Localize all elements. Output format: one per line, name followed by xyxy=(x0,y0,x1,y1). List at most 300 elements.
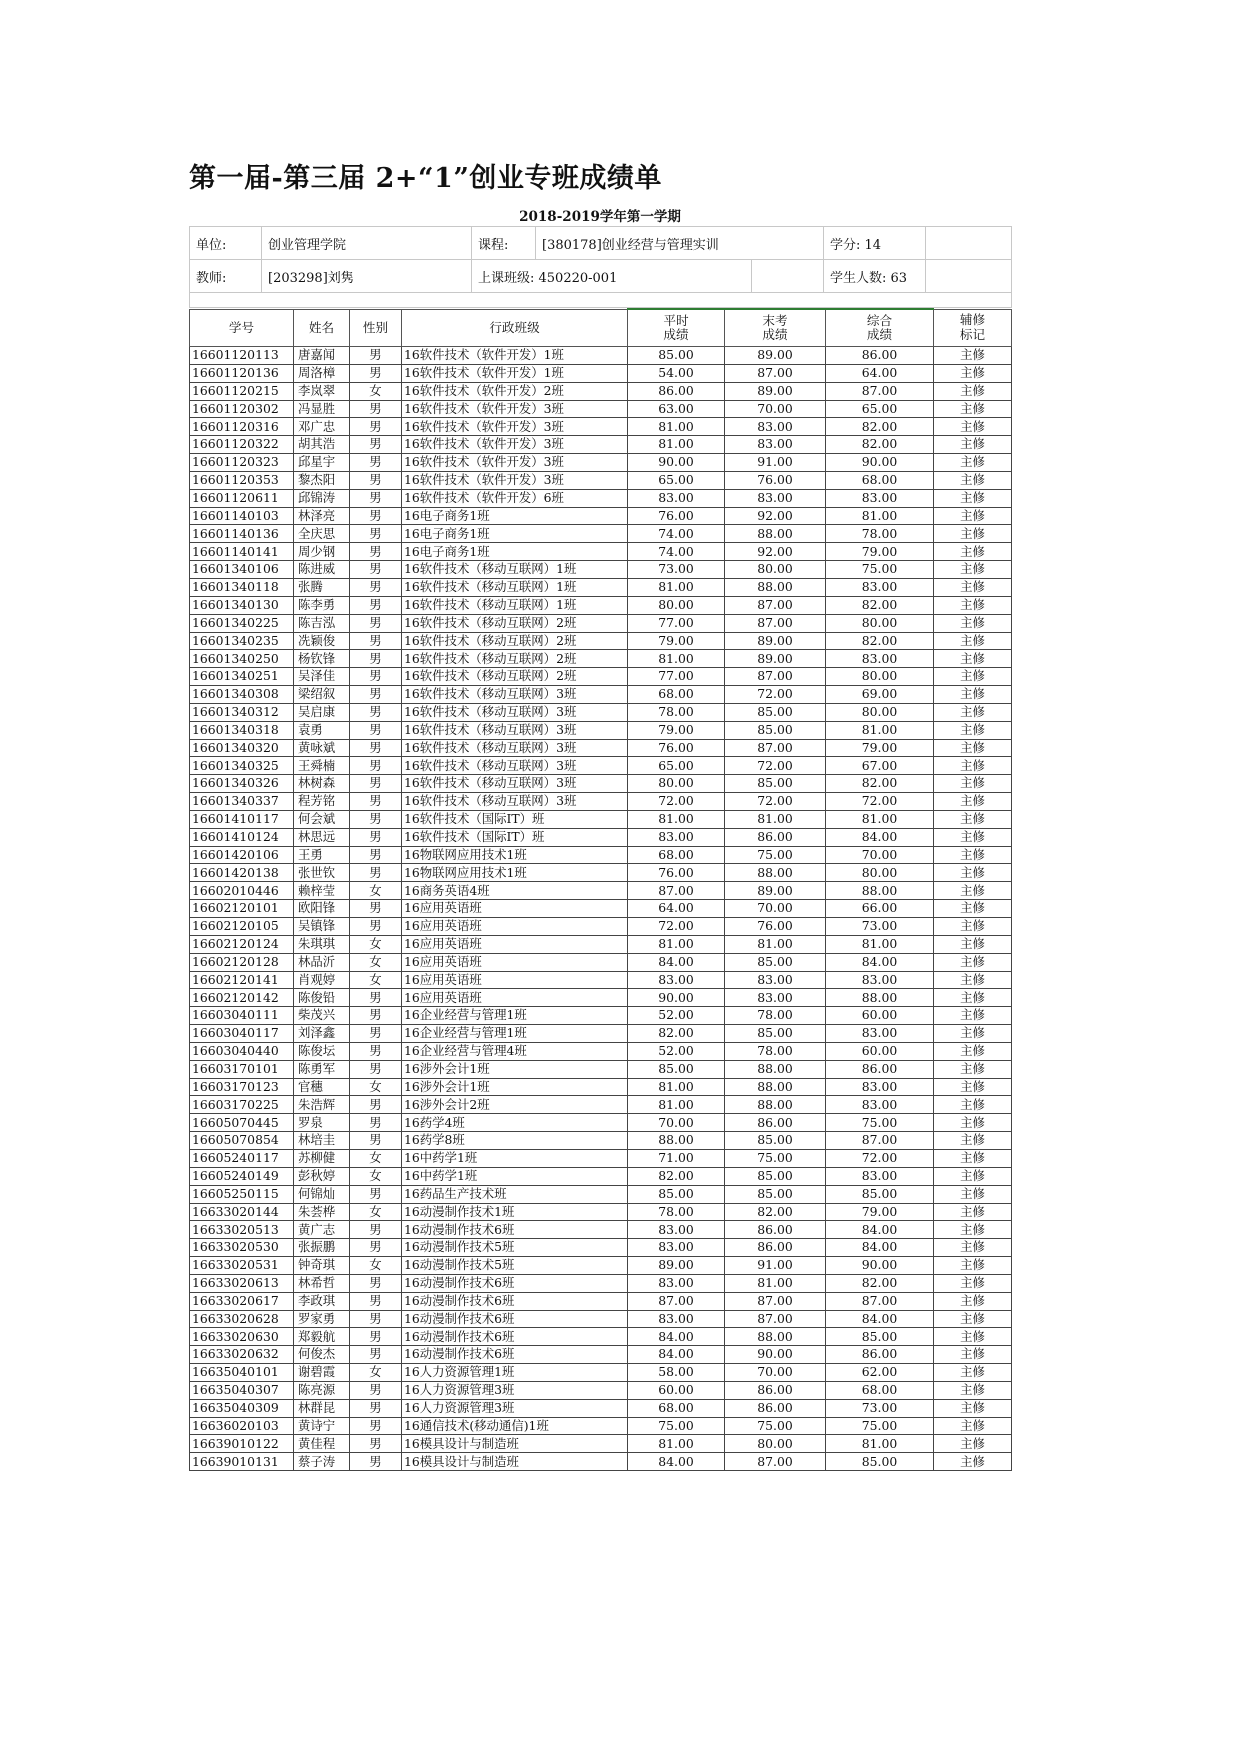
gender-cell: 男 xyxy=(350,543,402,561)
regular-score-cell: 76.00 xyxy=(628,739,725,757)
final-score-cell: 89.00 xyxy=(725,632,826,650)
minor-flag-cell: 主修 xyxy=(934,703,1012,721)
minor-flag-cell: 主修 xyxy=(934,1007,1012,1025)
total-score-cell: 90.00 xyxy=(826,1257,934,1275)
class-cell: 16中药学1班 xyxy=(402,1149,628,1167)
table-row xyxy=(190,828,1012,846)
student-id-cell: 16633020144 xyxy=(190,1203,294,1221)
class-cell: 16动漫制作技术1班 xyxy=(402,1203,628,1221)
regular-score-cell: 81.00 xyxy=(628,1096,725,1114)
student-id-cell: 16603170101 xyxy=(190,1060,294,1078)
regular-score-cell: 76.00 xyxy=(628,864,725,882)
student-name-cell: 谢碧霞 xyxy=(294,1364,350,1382)
table-row xyxy=(190,686,1012,704)
student-name-cell: 陈进威 xyxy=(294,561,350,579)
student-id-cell: 16603040117 xyxy=(190,1025,294,1043)
total-score-cell: 87.00 xyxy=(826,1132,934,1150)
regular-score-cell: 86.00 xyxy=(628,382,725,400)
total-score-cell: 84.00 xyxy=(826,1221,934,1239)
final-score-cell: 72.00 xyxy=(725,686,826,704)
total-score-cell: 82.00 xyxy=(826,632,934,650)
final-score-cell: 83.00 xyxy=(725,989,826,1007)
gender-cell: 女 xyxy=(350,882,402,900)
class-cell: 16应用英语班 xyxy=(402,971,628,989)
final-score-cell: 91.00 xyxy=(725,454,826,472)
class-cell: 16软件技术（移动互联网）3班 xyxy=(402,775,628,793)
class-cell: 16人力资源管理3班 xyxy=(402,1381,628,1399)
final-score-cell: 85.00 xyxy=(725,1167,826,1185)
class-info: 上课班级: 450220-001 xyxy=(472,260,752,293)
table-row xyxy=(190,775,1012,793)
student-id-cell: 16602120124 xyxy=(190,935,294,953)
student-name-cell: 钟奇琪 xyxy=(294,1257,350,1275)
total-score-cell: 81.00 xyxy=(826,507,934,525)
class-cell: 16软件技术（移动互联网）1班 xyxy=(402,561,628,579)
final-score-cell: 76.00 xyxy=(725,918,826,936)
final-score-cell: 87.00 xyxy=(725,1292,826,1310)
final-score-cell: 88.00 xyxy=(725,525,826,543)
final-score-cell: 72.00 xyxy=(725,757,826,775)
gender-cell: 男 xyxy=(350,525,402,543)
total-score-cell: 82.00 xyxy=(826,418,934,436)
class-cell: 16软件技术（软件开发）6班 xyxy=(402,489,628,507)
regular-score-cell: 80.00 xyxy=(628,596,725,614)
gender-cell: 男 xyxy=(350,1274,402,1292)
regular-score-cell: 80.00 xyxy=(628,775,725,793)
class-cell: 16药学8班 xyxy=(402,1132,628,1150)
table-row xyxy=(190,989,1012,1007)
class-cell: 16软件技术（移动互联网）3班 xyxy=(402,703,628,721)
gender-cell: 男 xyxy=(350,1060,402,1078)
minor-flag-cell: 主修 xyxy=(934,1185,1012,1203)
table-row xyxy=(190,1381,1012,1399)
student-name-cell: 张腾 xyxy=(294,578,350,596)
gender-cell: 男 xyxy=(350,1381,402,1399)
student-name-cell: 朱琪琪 xyxy=(294,935,350,953)
regular-score-cell: 79.00 xyxy=(628,632,725,650)
header-name: 姓名 xyxy=(294,309,350,347)
total-score-cell: 83.00 xyxy=(826,1167,934,1185)
gender-cell: 女 xyxy=(350,1203,402,1221)
student-name-cell: 冼颖俊 xyxy=(294,632,350,650)
final-score-cell: 85.00 xyxy=(725,1025,826,1043)
student-id-cell: 16633020617 xyxy=(190,1292,294,1310)
gender-cell: 女 xyxy=(350,971,402,989)
class-cell: 16企业经营与管理1班 xyxy=(402,1007,628,1025)
minor-flag-cell: 主修 xyxy=(934,810,1012,828)
table-row xyxy=(190,1257,1012,1275)
minor-flag-cell: 主修 xyxy=(934,578,1012,596)
table-row xyxy=(190,1203,1012,1221)
student-name-cell: 王勇 xyxy=(294,846,350,864)
minor-flag-cell: 主修 xyxy=(934,1257,1012,1275)
final-score-cell: 81.00 xyxy=(725,1274,826,1292)
class-cell: 16涉外会计2班 xyxy=(402,1096,628,1114)
minor-flag-cell: 主修 xyxy=(934,1096,1012,1114)
final-score-cell: 81.00 xyxy=(725,935,826,953)
student-name-cell: 林培圭 xyxy=(294,1132,350,1150)
final-score-cell: 81.00 xyxy=(725,810,826,828)
total-score-cell: 73.00 xyxy=(826,918,934,936)
class-cell: 16软件技术（软件开发）3班 xyxy=(402,418,628,436)
minor-flag-cell: 主修 xyxy=(934,1060,1012,1078)
final-score-cell: 83.00 xyxy=(725,971,826,989)
final-score-cell: 83.00 xyxy=(725,436,826,454)
regular-score-cell: 64.00 xyxy=(628,900,725,918)
final-score-cell: 88.00 xyxy=(725,1078,826,1096)
minor-flag-cell: 主修 xyxy=(934,1239,1012,1257)
final-score-cell: 87.00 xyxy=(725,1310,826,1328)
regular-score-cell: 74.00 xyxy=(628,525,725,543)
class-cell: 16软件技术（移动互联网）3班 xyxy=(402,721,628,739)
regular-score-cell: 75.00 xyxy=(628,1417,725,1435)
total-score-cell: 75.00 xyxy=(826,561,934,579)
total-score-cell: 62.00 xyxy=(826,1364,934,1382)
total-score-cell: 88.00 xyxy=(826,882,934,900)
gender-cell: 男 xyxy=(350,1292,402,1310)
total-score-cell: 83.00 xyxy=(826,1096,934,1114)
regular-score-cell: 82.00 xyxy=(628,1167,725,1185)
gender-cell: 男 xyxy=(350,507,402,525)
final-score-cell: 85.00 xyxy=(725,721,826,739)
minor-flag-cell: 主修 xyxy=(934,650,1012,668)
student-id-cell: 16601340325 xyxy=(190,757,294,775)
minor-flag-cell: 主修 xyxy=(934,668,1012,686)
student-name-cell: 冯显胜 xyxy=(294,400,350,418)
regular-score-cell: 83.00 xyxy=(628,489,725,507)
final-score-cell: 87.00 xyxy=(725,1453,826,1471)
minor-flag-cell: 主修 xyxy=(934,632,1012,650)
student-id-cell: 16602120142 xyxy=(190,989,294,1007)
class-cell: 16软件技术（移动互联网）2班 xyxy=(402,650,628,668)
grades-header-row xyxy=(190,309,1012,347)
minor-flag-cell: 主修 xyxy=(934,1364,1012,1382)
class-cell: 16动漫制作技术6班 xyxy=(402,1328,628,1346)
total-score-cell: 81.00 xyxy=(826,810,934,828)
student-id-cell: 16601420138 xyxy=(190,864,294,882)
total-score-cell: 88.00 xyxy=(826,989,934,1007)
class-cell: 16应用英语班 xyxy=(402,918,628,936)
student-name-cell: 陈李勇 xyxy=(294,596,350,614)
student-name-cell: 柴茂兴 xyxy=(294,1007,350,1025)
final-score-cell: 89.00 xyxy=(725,882,826,900)
regular-score-cell: 76.00 xyxy=(628,507,725,525)
student-name-cell: 吴启康 xyxy=(294,703,350,721)
student-name-cell: 黄诗宁 xyxy=(294,1417,350,1435)
regular-score-cell: 79.00 xyxy=(628,721,725,739)
student-name-cell: 陈亮源 xyxy=(294,1381,350,1399)
student-id-cell: 16601420106 xyxy=(190,846,294,864)
student-id-cell: 16633020632 xyxy=(190,1346,294,1364)
total-score-cell: 83.00 xyxy=(826,1025,934,1043)
teacher-value: [203298]刘隽 xyxy=(262,260,472,293)
gender-cell: 男 xyxy=(350,1239,402,1257)
class-cell: 16药学4班 xyxy=(402,1114,628,1132)
table-row xyxy=(190,1310,1012,1328)
gender-cell: 女 xyxy=(350,1149,402,1167)
total-score-cell: 60.00 xyxy=(826,1007,934,1025)
table-row xyxy=(190,489,1012,507)
total-score-cell: 81.00 xyxy=(826,1435,934,1453)
minor-flag-cell: 主修 xyxy=(934,471,1012,489)
gender-cell: 男 xyxy=(350,793,402,811)
total-score-cell: 72.00 xyxy=(826,1149,934,1167)
student-id-cell: 16633020613 xyxy=(190,1274,294,1292)
student-id-cell: 16601410117 xyxy=(190,810,294,828)
final-score-cell: 85.00 xyxy=(725,703,826,721)
total-score-cell: 83.00 xyxy=(826,650,934,668)
grades-table xyxy=(189,308,1012,1471)
minor-flag-cell: 主修 xyxy=(934,1274,1012,1292)
header-final-score: 末考 成绩 xyxy=(725,309,826,347)
gender-cell: 男 xyxy=(350,1042,402,1060)
total-score-cell: 84.00 xyxy=(826,1239,934,1257)
student-name-cell: 官穗 xyxy=(294,1078,350,1096)
total-score-cell: 70.00 xyxy=(826,846,934,864)
student-id-cell: 16602120105 xyxy=(190,918,294,936)
gender-cell: 男 xyxy=(350,561,402,579)
regular-score-cell: 81.00 xyxy=(628,1435,725,1453)
student-id-cell: 16601410124 xyxy=(190,828,294,846)
gender-cell: 女 xyxy=(350,935,402,953)
header-gender: 性别 xyxy=(350,309,402,347)
student-id-cell: 16601340326 xyxy=(190,775,294,793)
total-score-cell: 60.00 xyxy=(826,1042,934,1060)
table-row xyxy=(190,364,1012,382)
final-score-cell: 86.00 xyxy=(725,1114,826,1132)
final-score-cell: 87.00 xyxy=(725,739,826,757)
table-row xyxy=(190,1292,1012,1310)
course-value: [380178]创业经营与管理实训 xyxy=(536,227,824,260)
class-cell: 16药品生产技术班 xyxy=(402,1185,628,1203)
student-id-cell: 16601120113 xyxy=(190,347,294,365)
minor-flag-cell: 主修 xyxy=(934,596,1012,614)
total-score-cell: 66.00 xyxy=(826,900,934,918)
minor-flag-cell: 主修 xyxy=(934,1167,1012,1185)
minor-flag-cell: 主修 xyxy=(934,400,1012,418)
student-name-cell: 朱浩辉 xyxy=(294,1096,350,1114)
student-name-cell: 邱星宇 xyxy=(294,454,350,472)
minor-flag-cell: 主修 xyxy=(934,418,1012,436)
table-row xyxy=(190,668,1012,686)
final-score-cell: 78.00 xyxy=(725,1042,826,1060)
class-cell: 16应用英语班 xyxy=(402,935,628,953)
total-score-cell: 82.00 xyxy=(826,596,934,614)
total-score-cell: 84.00 xyxy=(826,1310,934,1328)
student-id-cell: 16601120353 xyxy=(190,471,294,489)
class-cell: 16动漫制作技术6班 xyxy=(402,1221,628,1239)
minor-flag-cell: 主修 xyxy=(934,525,1012,543)
total-score-cell: 82.00 xyxy=(826,1274,934,1292)
minor-flag-cell: 主修 xyxy=(934,1203,1012,1221)
class-cell: 16软件技术（国际IT）班 xyxy=(402,810,628,828)
class-cell: 16软件技术（国际IT）班 xyxy=(402,828,628,846)
table-row xyxy=(190,1328,1012,1346)
class-cell: 16商务英语4班 xyxy=(402,882,628,900)
regular-score-cell: 77.00 xyxy=(628,668,725,686)
gender-cell: 男 xyxy=(350,918,402,936)
class-cell: 16模具设计与制造班 xyxy=(402,1453,628,1471)
unit-value: 创业管理学院 xyxy=(262,227,472,260)
student-name-cell: 黄咏斌 xyxy=(294,739,350,757)
total-score-cell: 78.00 xyxy=(826,525,934,543)
table-row xyxy=(190,1042,1012,1060)
class-cell: 16应用英语班 xyxy=(402,953,628,971)
regular-score-cell: 52.00 xyxy=(628,1042,725,1060)
student-id-cell: 16601340225 xyxy=(190,614,294,632)
teacher-label: 教师: xyxy=(190,260,262,293)
gender-cell: 男 xyxy=(350,1346,402,1364)
student-name-cell: 林群昆 xyxy=(294,1399,350,1417)
student-id-cell: 16633020628 xyxy=(190,1310,294,1328)
minor-flag-cell: 主修 xyxy=(934,1310,1012,1328)
minor-flag-cell: 主修 xyxy=(934,1346,1012,1364)
table-row xyxy=(190,650,1012,668)
class-cell: 16企业经营与管理1班 xyxy=(402,1025,628,1043)
table-row xyxy=(190,1114,1012,1132)
student-name-cell: 黄佳程 xyxy=(294,1435,350,1453)
course-info-table xyxy=(189,226,1012,308)
regular-score-cell: 83.00 xyxy=(628,828,725,846)
final-score-cell: 76.00 xyxy=(725,471,826,489)
table-row xyxy=(190,1096,1012,1114)
minor-flag-cell: 主修 xyxy=(934,1399,1012,1417)
info-empty-cell xyxy=(926,227,1012,260)
student-name-cell: 罗泉 xyxy=(294,1114,350,1132)
class-cell: 16动漫制作技术6班 xyxy=(402,1292,628,1310)
total-score-cell: 85.00 xyxy=(826,1328,934,1346)
total-score-cell: 64.00 xyxy=(826,364,934,382)
minor-flag-cell: 主修 xyxy=(934,1042,1012,1060)
student-id-cell: 16601340118 xyxy=(190,578,294,596)
final-score-cell: 89.00 xyxy=(725,650,826,668)
table-row xyxy=(190,864,1012,882)
total-score-cell: 83.00 xyxy=(826,1078,934,1096)
student-name-cell: 彭秋婷 xyxy=(294,1167,350,1185)
class-cell: 16应用英语班 xyxy=(402,989,628,1007)
student-name-cell: 林希哲 xyxy=(294,1274,350,1292)
student-name-cell: 陈勇军 xyxy=(294,1060,350,1078)
class-cell: 16动漫制作技术5班 xyxy=(402,1239,628,1257)
table-row xyxy=(190,1435,1012,1453)
regular-score-cell: 85.00 xyxy=(628,347,725,365)
final-score-cell: 86.00 xyxy=(725,1239,826,1257)
regular-score-cell: 82.00 xyxy=(628,1025,725,1043)
regular-score-cell: 81.00 xyxy=(628,1078,725,1096)
student-id-cell: 16603170123 xyxy=(190,1078,294,1096)
student-id-cell: 16601120136 xyxy=(190,364,294,382)
gender-cell: 男 xyxy=(350,1096,402,1114)
minor-flag-cell: 主修 xyxy=(934,918,1012,936)
student-id-cell: 16635040307 xyxy=(190,1381,294,1399)
final-score-cell: 85.00 xyxy=(725,1185,826,1203)
gender-cell: 男 xyxy=(350,400,402,418)
gender-cell: 男 xyxy=(350,578,402,596)
student-name-cell: 黄广志 xyxy=(294,1221,350,1239)
table-row xyxy=(190,900,1012,918)
final-score-cell: 75.00 xyxy=(725,1417,826,1435)
total-score-cell: 85.00 xyxy=(826,1453,934,1471)
minor-flag-cell: 主修 xyxy=(934,1114,1012,1132)
gender-cell: 男 xyxy=(350,1399,402,1417)
minor-flag-cell: 主修 xyxy=(934,989,1012,1007)
student-id-cell: 16601340312 xyxy=(190,703,294,721)
gender-cell: 女 xyxy=(350,1078,402,1096)
class-cell: 16物联网应用技术1班 xyxy=(402,846,628,864)
minor-flag-cell: 主修 xyxy=(934,507,1012,525)
gender-cell: 男 xyxy=(350,703,402,721)
gender-cell: 男 xyxy=(350,810,402,828)
table-row xyxy=(190,882,1012,900)
student-name-cell: 吴镇锋 xyxy=(294,918,350,936)
info-empty-cell xyxy=(752,260,824,293)
total-score-cell: 84.00 xyxy=(826,828,934,846)
regular-score-cell: 84.00 xyxy=(628,1346,725,1364)
final-score-cell: 87.00 xyxy=(725,596,826,614)
class-cell: 16企业经营与管理4班 xyxy=(402,1042,628,1060)
student-name-cell: 唐嘉闻 xyxy=(294,347,350,365)
minor-flag-cell: 主修 xyxy=(934,1078,1012,1096)
regular-score-cell: 83.00 xyxy=(628,1310,725,1328)
student-id-cell: 16601340320 xyxy=(190,739,294,757)
gender-cell: 女 xyxy=(350,1257,402,1275)
table-row xyxy=(190,1453,1012,1471)
class-cell: 16中药学1班 xyxy=(402,1167,628,1185)
table-row xyxy=(190,1167,1012,1185)
regular-score-cell: 78.00 xyxy=(628,703,725,721)
gender-cell: 男 xyxy=(350,686,402,704)
total-score-cell: 86.00 xyxy=(826,347,934,365)
class-cell: 16软件技术（软件开发）1班 xyxy=(402,347,628,365)
table-row xyxy=(190,1060,1012,1078)
student-name-cell: 欧阳锋 xyxy=(294,900,350,918)
unit-label: 单位: xyxy=(190,227,262,260)
final-score-cell: 88.00 xyxy=(725,1096,826,1114)
student-name-cell: 张世钦 xyxy=(294,864,350,882)
regular-score-cell: 90.00 xyxy=(628,454,725,472)
table-row xyxy=(190,418,1012,436)
student-id-cell: 16639010122 xyxy=(190,1435,294,1453)
course-label: 课程: xyxy=(472,227,536,260)
student-name-cell: 张振鹏 xyxy=(294,1239,350,1257)
class-cell: 16软件技术（软件开发）3班 xyxy=(402,454,628,472)
header-minor-flag: 辅修 标记 xyxy=(934,309,1012,347)
regular-score-cell: 68.00 xyxy=(628,686,725,704)
total-score-cell: 67.00 xyxy=(826,757,934,775)
class-cell: 16电子商务1班 xyxy=(402,525,628,543)
total-score-cell: 82.00 xyxy=(826,775,934,793)
student-id-cell: 16601120611 xyxy=(190,489,294,507)
student-name-cell: 邓广忠 xyxy=(294,418,350,436)
minor-flag-cell: 主修 xyxy=(934,347,1012,365)
table-row xyxy=(190,347,1012,365)
student-name-cell: 赖梓莹 xyxy=(294,882,350,900)
class-cell: 16模具设计与制造班 xyxy=(402,1435,628,1453)
total-score-cell: 75.00 xyxy=(826,1417,934,1435)
student-id-cell: 16601120322 xyxy=(190,436,294,454)
minor-flag-cell: 主修 xyxy=(934,686,1012,704)
minor-flag-cell: 主修 xyxy=(934,1453,1012,1471)
student-name-cell: 朱荟桦 xyxy=(294,1203,350,1221)
regular-score-cell: 70.00 xyxy=(628,1114,725,1132)
final-score-cell: 86.00 xyxy=(725,1381,826,1399)
student-id-cell: 16635040309 xyxy=(190,1399,294,1417)
gender-cell: 男 xyxy=(350,846,402,864)
student-name-cell: 蔡子涛 xyxy=(294,1453,350,1471)
student-count: 学生人数: 63 xyxy=(824,260,926,293)
gender-cell: 男 xyxy=(350,650,402,668)
student-id-cell: 16601340130 xyxy=(190,596,294,614)
